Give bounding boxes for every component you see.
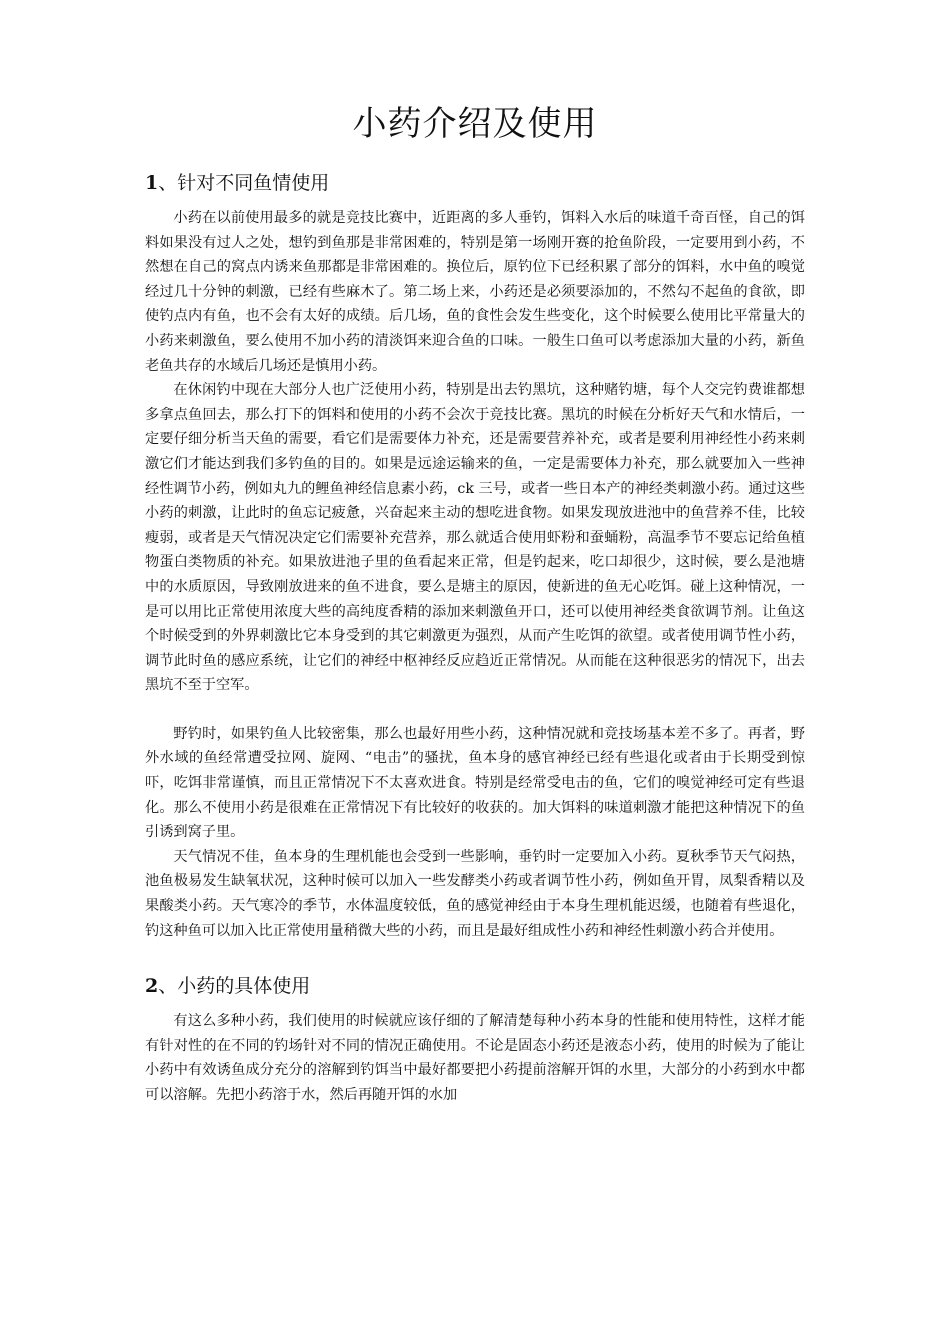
paragraph: 小药在以前使用最多的就是竞技比赛中，近距离的多人垂钓，饵料入水后的味道千奇百怪，自己的饵料如果没有过人之处，想钓到鱼那是非常困难的，特别是第一场刚开赛的抢鱼阶段，一定要用到小药，不然想在自己的窝点内诱来鱼那都是非常困难的。换位后，原钓位下已经积累了部分的饵料，水中鱼的嗅觉经过几十分钟的刺激，已经有些麻木了。第二场上来，小药还是必须要添加的，不然勾不起鱼的食欲，即使钓点内有鱼，也不会有太好的成绩。后几场，鱼的食性会发生些变化，这个时候要么使用比平常量大的小药来刺激鱼，要么使用不加小药的清淡饵来迎合鱼的口味。一般生口鱼可以考虑添加大量的小药，新鱼老鱼共存的水域后几场还是慎用小药。 [145, 210, 805, 374]
page-title: 小药介绍及使用 [352, 104, 598, 144]
section-title: 、小药的具体使用 [158, 975, 311, 998]
section-heading [145, 168, 805, 198]
section-spacer [145, 943, 805, 971]
section-number: 2 [145, 975, 159, 998]
section-2 [145, 971, 805, 1107]
section-title: 、针对不同鱼情使用 [158, 172, 330, 194]
paragraph: 野钓时，如果钓鱼人比较密集，那么也最好用些小药，这种情况就和竞技场基本差不多了。再者，野外水域的鱼经常遭受拉网、旋网、“电击”的骚扰，鱼本身的感官神经已经有些退化或者由于长期受到惊吓，吃饵非常谨慎，而且正常情况下不太喜欢进食。特别是经常受电击的鱼，它们的嗅觉神经可定有些退化。那么不使用小药是很难在正常情况下有比较好的收获的。加大饵料的味道刺激才能把这种情况下的鱼引诱到窝子里。 [145, 725, 805, 841]
section-heading [145, 971, 805, 1001]
section-1 [145, 168, 805, 943]
section-number: 1 [145, 172, 159, 194]
paragraph: 在休闲钓中现在大部分人也广泛使用小药，特别是出去钓黑坑，这种赌钓塘，每个人交完钓费谁都想多拿点鱼回去，那么打下的饵料和使用的小药不会次于竞技比赛。黑坑的时候在分析好天气和水情后，一定要仔细分析当天鱼的需要，看它们是需要体力补充，还是需要营养补充，或者是要利用神经性小药来刺激它们才能达到我们多钓鱼的目的。如果是远途运输来的鱼，一定是需要体力补充，那么就要加入一些神经性调节小药，例如丸九的鲤鱼神经信息素小药，ck 三号，或者一些日本产的神经类刺激小药。通过这些小药的刺激，让此时的鱼忘记疲惫，兴奋起来主动的想吃进食物。如果发现放进池中的鱼营养不佳，比较瘦弱，或者是天气情况决定它们需要补充营养，那么就适合使用虾粉和蚕蛹粉，高温季节不要忘记给鱼植物蛋白类物质的补充。如果放进池子里的鱼看起来正常，但是钓起来，吃口却很少，这时候，要么是池塘中的水质原因，导致刚放进来的鱼不进食，要么是塘主的原因，使新进的鱼无心吃饵。碰上这种情况，一是可以用比正常使用浓度大些的高纯度香精的添加来刺激鱼开口，还可以使用神经类食欲调节剂。让鱼这个时候受到的外界刺激比它本身受到的其它刺激更为强烈，从而产生吃饵的欲望。或者使用调节性小药，调节此时鱼的感应系统，让它们的神经中枢神经反应趋近正常情况。从而能在这种很恶劣的情况下，出去黑坑不至于空军。 [145, 382, 805, 694]
paragraph: 有这么多种小药，我们使用的时候就应该仔细的了解清楚每种小药本身的性能和使用特性，这样才能有针对性的在不同的钓场针对不同的情况正确使用。不论是固态小药还是液态小药，使用的时候为了能让小药中有效诱鱼成分充分的溶解到钓饵当中最好都要把小药提前溶解开饵的水里，大部分的小药到水中都可以溶解。先把小药溶于水，然后再随开饵的水加 [145, 1013, 805, 1103]
paragraph: 天气情况不佳，鱼本身的生理机能也会受到一些影响，垂钓时一定要加入小药。夏秋季节天气闷热，池鱼极易发生缺氧状况，这种时候可以加入一些发酵类小药或者调节性小药，例如鱼开胃，凤梨香精以及果酸类小药。天气寒冷的季节，水体温度较低，鱼的感觉神经由于本身生理机能迟缓，也随着有些退化，钓这种鱼可以加入比正常使用量稍微大些的小药，而且是最好组成性小药和神经性刺激小药合并使用。 [145, 848, 805, 939]
